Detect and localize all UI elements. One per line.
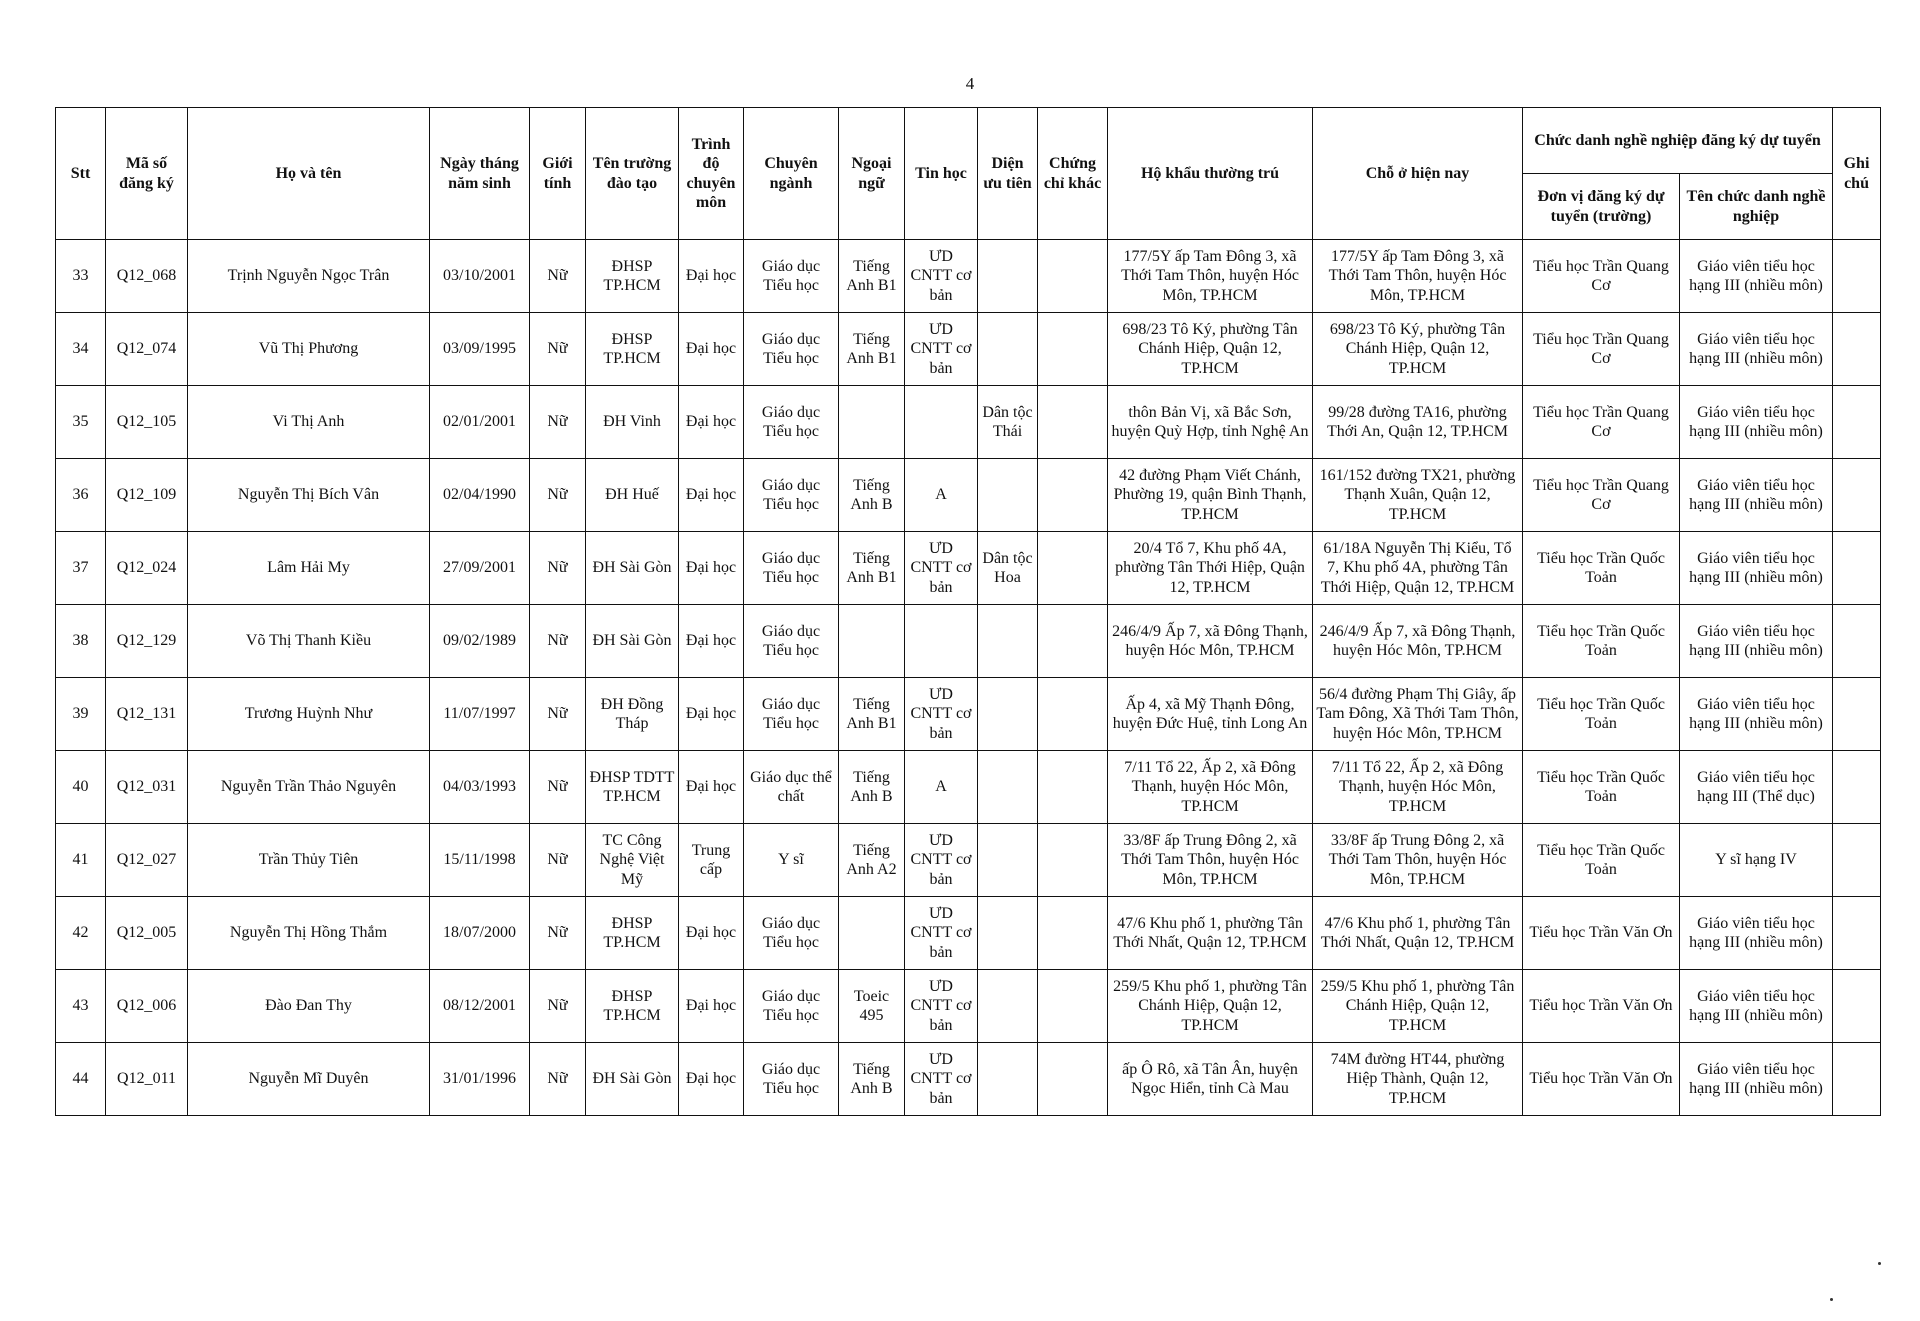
- cell-gioi-tinh: Nữ: [530, 313, 586, 386]
- header-chuc-danh: Chức danh nghề nghiệp đăng ký dự tuyển: [1523, 108, 1833, 174]
- cell-chuyen-nganh: Giáo dục Tiểu học: [744, 532, 839, 605]
- cell-ho-khau: thôn Bản Vị, xã Bắc Sơn, huyện Quỳ Hợp, tỉnh Nghệ An: [1108, 386, 1313, 459]
- cell-ghi-chu: [1833, 459, 1881, 532]
- cell-ma-so: Q12_006: [106, 970, 188, 1043]
- cell-ma-so: Q12_129: [106, 605, 188, 678]
- cell-cho-o: 33/8F ấp Trung Đông 2, xã Thới Tam Thôn, huyện Hóc Môn, TP.HCM: [1313, 824, 1523, 897]
- table-row: [56, 605, 1881, 678]
- cell-trinh-do: Đại học: [679, 386, 744, 459]
- cell-stt: 35: [56, 386, 106, 459]
- cell-ngoai-ngu: Tiếng Anh A2: [839, 824, 905, 897]
- cell-cho-o: 177/5Y ấp Tam Đông 3, xã Thới Tam Thôn, huyện Hóc Môn, TP.HCM: [1313, 240, 1523, 313]
- cell-ho-ten: Trương Huỳnh Như: [188, 678, 430, 751]
- cell-ngay-sinh: 27/09/2001: [430, 532, 530, 605]
- cell-stt: 34: [56, 313, 106, 386]
- cell-chung-chi: [1038, 824, 1108, 897]
- cell-ma-so: Q12_024: [106, 532, 188, 605]
- cell-trinh-do: Đại học: [679, 751, 744, 824]
- header-stt: Stt: [56, 108, 106, 240]
- cell-gioi-tinh: Nữ: [530, 897, 586, 970]
- cell-chung-chi: [1038, 678, 1108, 751]
- cell-ho-khau: 33/8F ấp Trung Đông 2, xã Thới Tam Thôn, huyện Hóc Môn, TP.HCM: [1108, 824, 1313, 897]
- cell-trinh-do: Đại học: [679, 459, 744, 532]
- cell-ngoai-ngu: Tiếng Anh B: [839, 751, 905, 824]
- cell-trinh-do: Đại học: [679, 313, 744, 386]
- cell-don-vi: Tiểu học Trần Quốc Toản: [1523, 532, 1680, 605]
- cell-don-vi: Tiểu học Trần Quốc Toản: [1523, 678, 1680, 751]
- cell-chung-chi: [1038, 897, 1108, 970]
- cell-chuc-danh: Giáo viên tiểu học hạng III (Thể dục): [1680, 751, 1833, 824]
- cell-ma-so: Q12_031: [106, 751, 188, 824]
- header-gioi-tinh: Giới tính: [530, 108, 586, 240]
- cell-ho-ten: Nguyễn Trần Thảo Nguyên: [188, 751, 430, 824]
- cell-ghi-chu: [1833, 605, 1881, 678]
- cell-ngoai-ngu: Tiếng Anh B1: [839, 240, 905, 313]
- cell-gioi-tinh: Nữ: [530, 240, 586, 313]
- table-row: [56, 678, 1881, 751]
- cell-gioi-tinh: Nữ: [530, 678, 586, 751]
- cell-ho-ten: Trịnh Nguyễn Ngọc Trân: [188, 240, 430, 313]
- cell-chung-chi: [1038, 459, 1108, 532]
- cell-ngay-sinh: 04/03/1993: [430, 751, 530, 824]
- cell-don-vi: Tiểu học Trần Quốc Toản: [1523, 824, 1680, 897]
- cell-ngay-sinh: 31/01/1996: [430, 1043, 530, 1116]
- table-row: [56, 313, 1881, 386]
- cell-trinh-do: Đại học: [679, 678, 744, 751]
- cell-gioi-tinh: Nữ: [530, 532, 586, 605]
- cell-chuc-danh: Giáo viên tiểu học hạng III (nhiều môn): [1680, 240, 1833, 313]
- cell-ho-ten: Trần Thủy Tiên: [188, 824, 430, 897]
- cell-dien-uu-tien: [978, 240, 1038, 313]
- cell-ghi-chu: [1833, 386, 1881, 459]
- cell-ghi-chu: [1833, 897, 1881, 970]
- cell-dien-uu-tien: [978, 313, 1038, 386]
- cell-ngay-sinh: 03/09/1995: [430, 313, 530, 386]
- cell-dien-uu-tien: [978, 751, 1038, 824]
- cell-chuyen-nganh: Giáo dục thể chất: [744, 751, 839, 824]
- cell-ho-khau: ấp Ô Rô, xã Tân Ân, huyện Ngọc Hiển, tỉnh Cà Mau: [1108, 1043, 1313, 1116]
- table-row: [56, 751, 1881, 824]
- cell-ho-khau: 177/5Y ấp Tam Đông 3, xã Thới Tam Thôn, huyện Hóc Môn, TP.HCM: [1108, 240, 1313, 313]
- cell-trinh-do: Đại học: [679, 897, 744, 970]
- cell-cho-o: 47/6 Khu phố 1, phường Tân Thới Nhất, Quận 12, TP.HCM: [1313, 897, 1523, 970]
- header-chuyen-nganh: Chuyên ngành: [744, 108, 839, 240]
- cell-tin-hoc: ƯD CNTT cơ bản: [905, 897, 978, 970]
- cell-cho-o: 61/18A Nguyễn Thị Kiểu, Tổ 7, Khu phố 4A, phường Tân Thới Hiệp, Quận 12, TP.HCM: [1313, 532, 1523, 605]
- cell-gioi-tinh: Nữ: [530, 751, 586, 824]
- cell-chuc-danh: Giáo viên tiểu học hạng III (nhiều môn): [1680, 1043, 1833, 1116]
- cell-ngoai-ngu: Tiếng Anh B1: [839, 678, 905, 751]
- cell-stt: 33: [56, 240, 106, 313]
- cell-truong: ĐH Huế: [586, 459, 679, 532]
- cell-truong: ĐH Vinh: [586, 386, 679, 459]
- cell-tin-hoc: A: [905, 751, 978, 824]
- table-row: [56, 532, 1881, 605]
- scan-speck: [1830, 1298, 1833, 1301]
- scan-speck: [1878, 1262, 1881, 1265]
- cell-ma-so: Q12_011: [106, 1043, 188, 1116]
- cell-dien-uu-tien: Dân tộc Hoa: [978, 532, 1038, 605]
- cell-ngay-sinh: 15/11/1998: [430, 824, 530, 897]
- cell-tin-hoc: ƯD CNTT cơ bản: [905, 240, 978, 313]
- cell-truong: ĐHSP TP.HCM: [586, 970, 679, 1043]
- cell-truong: ĐH Sài Gòn: [586, 532, 679, 605]
- cell-trinh-do: Đại học: [679, 970, 744, 1043]
- cell-chung-chi: [1038, 1043, 1108, 1116]
- cell-don-vi: Tiểu học Trần Quốc Toản: [1523, 605, 1680, 678]
- cell-don-vi: Tiểu học Trần Quốc Toản: [1523, 751, 1680, 824]
- cell-ngoai-ngu: Tiếng Anh B1: [839, 532, 905, 605]
- candidate-table: [55, 107, 1881, 1116]
- cell-ngoai-ngu: Tiếng Anh B: [839, 459, 905, 532]
- cell-stt: 41: [56, 824, 106, 897]
- cell-ho-khau: 47/6 Khu phố 1, phường Tân Thới Nhất, Quận 12, TP.HCM: [1108, 897, 1313, 970]
- cell-ma-so: Q12_027: [106, 824, 188, 897]
- cell-gioi-tinh: Nữ: [530, 824, 586, 897]
- cell-stt: 37: [56, 532, 106, 605]
- cell-chuyen-nganh: Giáo dục Tiểu học: [744, 678, 839, 751]
- cell-chung-chi: [1038, 751, 1108, 824]
- cell-ngay-sinh: 09/02/1989: [430, 605, 530, 678]
- cell-ho-ten: Đào Đan Thy: [188, 970, 430, 1043]
- header-ghi-chu: Ghi chú: [1833, 108, 1881, 240]
- cell-chuc-danh: Giáo viên tiểu học hạng III (nhiều môn): [1680, 970, 1833, 1043]
- cell-gioi-tinh: Nữ: [530, 970, 586, 1043]
- cell-stt: 39: [56, 678, 106, 751]
- cell-ghi-chu: [1833, 313, 1881, 386]
- cell-chuyen-nganh: Giáo dục Tiểu học: [744, 970, 839, 1043]
- cell-ngoai-ngu: [839, 386, 905, 459]
- cell-truong: ĐHSP TDTT TP.HCM: [586, 751, 679, 824]
- cell-trinh-do: Đại học: [679, 240, 744, 313]
- cell-chung-chi: [1038, 605, 1108, 678]
- cell-chung-chi: [1038, 386, 1108, 459]
- cell-chuyen-nganh: Giáo dục Tiểu học: [744, 386, 839, 459]
- cell-ngay-sinh: 03/10/2001: [430, 240, 530, 313]
- cell-truong: ĐH Đồng Tháp: [586, 678, 679, 751]
- table-row: [56, 1043, 1881, 1116]
- cell-ma-so: Q12_068: [106, 240, 188, 313]
- cell-ma-so: Q12_005: [106, 897, 188, 970]
- cell-trinh-do: Đại học: [679, 605, 744, 678]
- header-tin-hoc: Tin học: [905, 108, 978, 240]
- cell-ho-khau: 7/11 Tổ 22, Ấp 2, xã Đông Thạnh, huyện Hóc Môn, TP.HCM: [1108, 751, 1313, 824]
- cell-cho-o: 7/11 Tổ 22, Ấp 2, xã Đông Thạnh, huyện Hóc Môn, TP.HCM: [1313, 751, 1523, 824]
- cell-dien-uu-tien: [978, 459, 1038, 532]
- cell-dien-uu-tien: [978, 970, 1038, 1043]
- header-ho-khau: Hộ khẩu thường trú: [1108, 108, 1313, 240]
- cell-ghi-chu: [1833, 751, 1881, 824]
- cell-ngoai-ngu: Tiếng Anh B1: [839, 313, 905, 386]
- cell-chung-chi: [1038, 532, 1108, 605]
- cell-ghi-chu: [1833, 1043, 1881, 1116]
- cell-ngoai-ngu: Tiếng Anh B: [839, 1043, 905, 1116]
- cell-tin-hoc: ƯD CNTT cơ bản: [905, 313, 978, 386]
- cell-dien-uu-tien: Dân tộc Thái: [978, 386, 1038, 459]
- cell-trinh-do: Trung cấp: [679, 824, 744, 897]
- cell-cho-o: 56/4 đường Phạm Thị Giây, ấp Tam Đông, Xã Thới Tam Thôn, huyện Hóc Môn, TP.HCM: [1313, 678, 1523, 751]
- header-ngoai-ngu: Ngoại ngữ: [839, 108, 905, 240]
- cell-chuyen-nganh: Giáo dục Tiểu học: [744, 313, 839, 386]
- cell-dien-uu-tien: [978, 1043, 1038, 1116]
- cell-tin-hoc: A: [905, 459, 978, 532]
- cell-ngoai-ngu: Toeic 495: [839, 970, 905, 1043]
- cell-chuyen-nganh: Giáo dục Tiểu học: [744, 897, 839, 970]
- cell-ghi-chu: [1833, 678, 1881, 751]
- header-truong: Tên trường đào tạo: [586, 108, 679, 240]
- cell-ngay-sinh: 18/07/2000: [430, 897, 530, 970]
- cell-stt: 36: [56, 459, 106, 532]
- cell-tin-hoc: [905, 605, 978, 678]
- header-ten-chuc-danh: Tên chức danh nghề nghiệp: [1680, 174, 1833, 240]
- header-trinh-do: Trình độ chuyên môn: [679, 108, 744, 240]
- cell-chuc-danh: Giáo viên tiểu học hạng III (nhiều môn): [1680, 386, 1833, 459]
- cell-gioi-tinh: Nữ: [530, 605, 586, 678]
- cell-ma-so: Q12_074: [106, 313, 188, 386]
- cell-don-vi: Tiểu học Trần Văn Ơn: [1523, 1043, 1680, 1116]
- cell-chuc-danh: Giáo viên tiểu học hạng III (nhiều môn): [1680, 678, 1833, 751]
- cell-cho-o: 161/152 đường TX21, phường Thạnh Xuân, Quận 12, TP.HCM: [1313, 459, 1523, 532]
- cell-trinh-do: Đại học: [679, 532, 744, 605]
- cell-stt: 44: [56, 1043, 106, 1116]
- cell-stt: 40: [56, 751, 106, 824]
- cell-gioi-tinh: Nữ: [530, 1043, 586, 1116]
- table-body: [56, 240, 1881, 1116]
- cell-gioi-tinh: Nữ: [530, 386, 586, 459]
- cell-ho-ten: Nguyễn Thị Hồng Thắm: [188, 897, 430, 970]
- cell-stt: 38: [56, 605, 106, 678]
- cell-truong: ĐHSP TP.HCM: [586, 240, 679, 313]
- cell-chuyen-nganh: Giáo dục Tiểu học: [744, 1043, 839, 1116]
- table-row: [56, 459, 1881, 532]
- cell-ho-ten: Vi Thị Anh: [188, 386, 430, 459]
- cell-stt: 43: [56, 970, 106, 1043]
- header-ngay-sinh: Ngày tháng năm sinh: [430, 108, 530, 240]
- cell-ho-ten: Lâm Hải My: [188, 532, 430, 605]
- cell-cho-o: 99/28 đường TA16, phường Thới An, Quận 12, TP.HCM: [1313, 386, 1523, 459]
- cell-ghi-chu: [1833, 824, 1881, 897]
- cell-chuyen-nganh: Giáo dục Tiểu học: [744, 459, 839, 532]
- cell-truong: ĐHSP TP.HCM: [586, 313, 679, 386]
- page-number: 4: [965, 74, 975, 93]
- cell-ho-ten: Nguyễn Thị Bích Vân: [188, 459, 430, 532]
- cell-ho-khau: 246/4/9 Ấp 7, xã Đông Thạnh, huyện Hóc Môn, TP.HCM: [1108, 605, 1313, 678]
- cell-chuyen-nganh: Giáo dục Tiểu học: [744, 605, 839, 678]
- cell-ghi-chu: [1833, 970, 1881, 1043]
- cell-trinh-do: Đại học: [679, 1043, 744, 1116]
- cell-ngay-sinh: 02/04/1990: [430, 459, 530, 532]
- table-row: [56, 240, 1881, 313]
- cell-tin-hoc: [905, 386, 978, 459]
- cell-ho-ten: Vũ Thị Phương: [188, 313, 430, 386]
- cell-chung-chi: [1038, 313, 1108, 386]
- cell-ngoai-ngu: [839, 605, 905, 678]
- cell-dien-uu-tien: [978, 605, 1038, 678]
- cell-chuc-danh: Giáo viên tiểu học hạng III (nhiều môn): [1680, 313, 1833, 386]
- cell-tin-hoc: ƯD CNTT cơ bản: [905, 532, 978, 605]
- header-chung-chi: Chứng chỉ khác: [1038, 108, 1108, 240]
- cell-stt: 42: [56, 897, 106, 970]
- cell-tin-hoc: ƯD CNTT cơ bản: [905, 970, 978, 1043]
- cell-tin-hoc: ƯD CNTT cơ bản: [905, 824, 978, 897]
- cell-cho-o: 246/4/9 Ấp 7, xã Đông Thạnh, huyện Hóc Môn, TP.HCM: [1313, 605, 1523, 678]
- cell-truong: TC Công Nghệ Việt Mỹ: [586, 824, 679, 897]
- cell-ho-ten: Nguyễn Mĩ Duyên: [188, 1043, 430, 1116]
- table-row: [56, 824, 1881, 897]
- cell-dien-uu-tien: [978, 824, 1038, 897]
- table-row: [56, 897, 1881, 970]
- cell-chung-chi: [1038, 240, 1108, 313]
- header-ho-ten: Họ và tên: [188, 108, 430, 240]
- cell-ghi-chu: [1833, 240, 1881, 313]
- cell-don-vi: Tiểu học Trần Quang Cơ: [1523, 386, 1680, 459]
- cell-don-vi: Tiểu học Trần Văn Ơn: [1523, 970, 1680, 1043]
- cell-ho-khau: 42 đường Phạm Viết Chánh, Phường 19, quận Bình Thạnh, TP.HCM: [1108, 459, 1313, 532]
- header-dien-uu-tien: Diện ưu tiên: [978, 108, 1038, 240]
- cell-truong: ĐH Sài Gòn: [586, 1043, 679, 1116]
- cell-ngoai-ngu: [839, 897, 905, 970]
- cell-gioi-tinh: Nữ: [530, 459, 586, 532]
- cell-don-vi: Tiểu học Trần Quang Cơ: [1523, 459, 1680, 532]
- cell-cho-o: 698/23 Tô Ký, phường Tân Chánh Hiệp, Quận 12, TP.HCM: [1313, 313, 1523, 386]
- cell-ho-khau: Ấp 4, xã Mỹ Thạnh Đông, huyện Đức Huệ, tỉnh Long An: [1108, 678, 1313, 751]
- cell-ma-so: Q12_109: [106, 459, 188, 532]
- cell-chung-chi: [1038, 970, 1108, 1043]
- cell-chuc-danh: Giáo viên tiểu học hạng III (nhiều môn): [1680, 532, 1833, 605]
- cell-ho-khau: 20/4 Tổ 7, Khu phố 4A, phường Tân Thới Hiệp, Quận 12, TP.HCM: [1108, 532, 1313, 605]
- cell-chuc-danh: Y sĩ hạng IV: [1680, 824, 1833, 897]
- cell-chuyen-nganh: Y sĩ: [744, 824, 839, 897]
- cell-tin-hoc: ƯD CNTT cơ bản: [905, 678, 978, 751]
- cell-chuc-danh: Giáo viên tiểu học hạng III (nhiều môn): [1680, 459, 1833, 532]
- cell-ngay-sinh: 11/07/1997: [430, 678, 530, 751]
- cell-chuc-danh: Giáo viên tiểu học hạng III (nhiều môn): [1680, 605, 1833, 678]
- header-ma-so: Mã số đăng ký: [106, 108, 188, 240]
- cell-dien-uu-tien: [978, 897, 1038, 970]
- cell-don-vi: Tiểu học Trần Quang Cơ: [1523, 240, 1680, 313]
- cell-don-vi: Tiểu học Trần Văn Ơn: [1523, 897, 1680, 970]
- cell-ma-so: Q12_131: [106, 678, 188, 751]
- cell-chuyen-nganh: Giáo dục Tiểu học: [744, 240, 839, 313]
- cell-cho-o: 74M đường HT44, phường Hiệp Thành, Quận 12, TP.HCM: [1313, 1043, 1523, 1116]
- table-row: [56, 386, 1881, 459]
- cell-ghi-chu: [1833, 532, 1881, 605]
- cell-chuc-danh: Giáo viên tiểu học hạng III (nhiều môn): [1680, 897, 1833, 970]
- cell-ho-ten: Võ Thị Thanh Kiều: [188, 605, 430, 678]
- cell-truong: ĐH Sài Gòn: [586, 605, 679, 678]
- cell-ho-khau: 259/5 Khu phố 1, phường Tân Chánh Hiệp, Quận 12, TP.HCM: [1108, 970, 1313, 1043]
- table-row: [56, 970, 1881, 1043]
- cell-ngay-sinh: 08/12/2001: [430, 970, 530, 1043]
- cell-don-vi: Tiểu học Trần Quang Cơ: [1523, 313, 1680, 386]
- cell-ngay-sinh: 02/01/2001: [430, 386, 530, 459]
- cell-dien-uu-tien: [978, 678, 1038, 751]
- cell-truong: ĐHSP TP.HCM: [586, 897, 679, 970]
- header-cho-o: Chỗ ở hiện nay: [1313, 108, 1523, 240]
- cell-ma-so: Q12_105: [106, 386, 188, 459]
- cell-ho-khau: 698/23 Tô Ký, phường Tân Chánh Hiệp, Quận 12, TP.HCM: [1108, 313, 1313, 386]
- cell-tin-hoc: ƯD CNTT cơ bản: [905, 1043, 978, 1116]
- cell-cho-o: 259/5 Khu phố 1, phường Tân Chánh Hiệp, Quận 12, TP.HCM: [1313, 970, 1523, 1043]
- header-don-vi: Đơn vị đăng ký dự tuyển (trường): [1523, 174, 1680, 240]
